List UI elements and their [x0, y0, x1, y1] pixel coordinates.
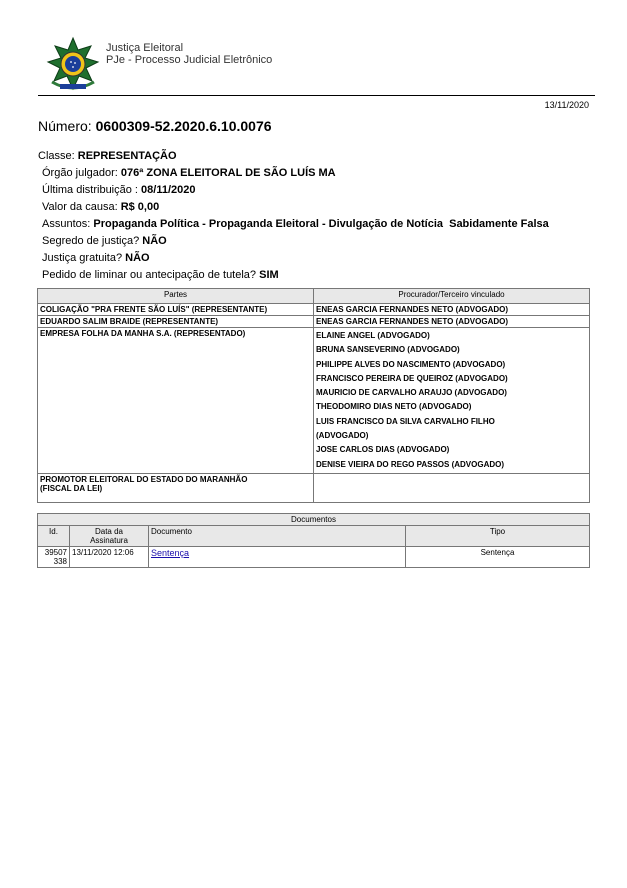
- doc-id-line: 39507: [44, 548, 67, 557]
- party-cell: COLIGAÇÃO "PRA FRENTE SÃO LUÍS" (REPRESENTANTE): [38, 304, 314, 316]
- procurator-item: PHILIPPE ALVES DO NASCIMENTO (ADVOGADO): [316, 359, 506, 369]
- meta-value: REPRESENTAÇÃO: [77, 150, 177, 162]
- meta-label: Assuntos:: [42, 218, 94, 230]
- procurator-item: THEODOMIRO DIAS NETO (ADVOGADO): [316, 402, 472, 412]
- table-row: [38, 547, 590, 568]
- meta-value: 076ª ZONA ELEITORAL DE SÃO LUÍS MA: [120, 167, 336, 179]
- table-row: [38, 304, 590, 316]
- procurator-item: MAURICIO DE CARVALHO ARAUJO (ADVOGADO): [316, 388, 507, 398]
- document-header: [38, 34, 595, 96]
- column-header-documento: Documento: [149, 526, 406, 547]
- meta-value: 08/11/2020: [141, 184, 196, 196]
- procurator-cell: ENEAS GARCIA FERNANDES NETO (ADVOGADO): [314, 304, 590, 316]
- meta-classe: [38, 148, 549, 165]
- party-cell: EMPRESA FOLHA DA MANHA S.A. (REPRESENTADO): [38, 328, 314, 474]
- meta-label: Última distribuição :: [42, 184, 142, 196]
- doc-date-cell: 13/11/2020 12:06: [70, 547, 149, 568]
- doc-id-cell: [38, 547, 70, 568]
- procurator-item: ELAINE ANGEL (ADVOGADO): [316, 331, 430, 340]
- header-line: Data da: [94, 527, 124, 536]
- header-line: Assinatura: [90, 536, 128, 545]
- column-header-tipo: Tipo: [406, 526, 590, 547]
- parties-header-row: [38, 289, 590, 304]
- procurator-item: DENISE VIEIRA DO REGO PASSOS (ADVOGADO): [316, 459, 505, 469]
- meta-label: Classe:: [38, 150, 78, 162]
- meta-assuntos: [38, 216, 549, 233]
- meta-label: Órgão julgador:: [42, 167, 121, 179]
- procurator-item: FRANCISCO PEREIRA DE QUEIROZ (ADVOGADO): [316, 373, 508, 383]
- table-row: [38, 473, 590, 502]
- procurator-cell: [314, 328, 590, 474]
- column-header-partes: Partes: [38, 289, 314, 304]
- procurator-item: JOSE CARLOS DIAS (ADVOGADO): [316, 445, 450, 455]
- doc-type-cell: Sentença: [406, 547, 590, 568]
- parties-table: [37, 288, 590, 503]
- meta-value: SIM: [259, 269, 279, 281]
- party-line: (FISCAL DA LEI): [40, 483, 103, 493]
- meta-value: NÃO: [125, 252, 150, 264]
- documents-title-row: [38, 514, 590, 526]
- column-header-procurador: Procurador/Terceiro vinculado: [314, 289, 590, 304]
- header-divider: [38, 95, 595, 96]
- doc-id-line: 338: [53, 557, 67, 566]
- process-number: [38, 118, 272, 134]
- party-cell: [38, 473, 314, 502]
- meta-label: Segredo de justiça?: [42, 235, 143, 247]
- meta-label: Valor da causa:: [42, 201, 121, 213]
- column-header-id: Id.: [38, 526, 70, 547]
- meta-label: Pedido de liminar ou antecipação de tutela?: [42, 269, 260, 281]
- meta-distribuicao: [38, 182, 549, 199]
- meta-value: NÃO: [142, 235, 167, 247]
- table-row: [38, 328, 590, 474]
- institution-name: Justiça Eleitoral: [106, 42, 184, 54]
- meta-valor: [38, 199, 549, 216]
- procurator-item: (ADVOGADO): [316, 431, 369, 441]
- meta-liminar: [38, 267, 549, 284]
- procurator-cell: ENEAS GARCIA FERNANDES NETO (ADVOGADO): [314, 316, 590, 328]
- document-date: 13/11/2020: [544, 100, 589, 110]
- system-name: PJe - Processo Judicial Eletrônico: [106, 54, 273, 66]
- meta-orgao: [38, 165, 549, 182]
- doc-name-cell: [149, 547, 406, 568]
- meta-label: Justiça gratuita?: [42, 252, 126, 264]
- meta-value: R$ 0,00: [120, 201, 160, 213]
- brasao-emblem-icon: [42, 36, 104, 94]
- column-header-data: [70, 526, 149, 547]
- party-line: PROMOTOR ELEITORAL DO ESTADO DO MARANHÃO: [40, 474, 248, 484]
- process-metadata: [38, 148, 549, 284]
- procurator-cell-empty: [314, 473, 590, 502]
- process-number-value: 0600309-52.2020.6.10.0076: [95, 118, 272, 134]
- party-cell: EDUARDO SALIM BRAIDE (REPRESENTANTE): [38, 316, 314, 328]
- documents-header-row: [38, 526, 590, 547]
- documents-table: [37, 513, 590, 568]
- process-number-label: Número:: [38, 118, 92, 134]
- meta-value: Propaganda Política - Propaganda Eleitoral - Divulgação de Notícia Sabidamente Falsa: [93, 218, 549, 230]
- documents-title: Documentos: [38, 514, 590, 526]
- doc-link-sentenca[interactable]: Sentença: [151, 548, 190, 558]
- table-row: [38, 316, 590, 328]
- procurator-item: BRUNA SANSEVERINO (ADVOGADO): [316, 345, 460, 355]
- meta-gratuita: [38, 250, 549, 267]
- procurator-item: LUIS FRANCISCO DA SILVA CARVALHO FILHO: [316, 416, 495, 426]
- meta-segredo: [38, 233, 549, 250]
